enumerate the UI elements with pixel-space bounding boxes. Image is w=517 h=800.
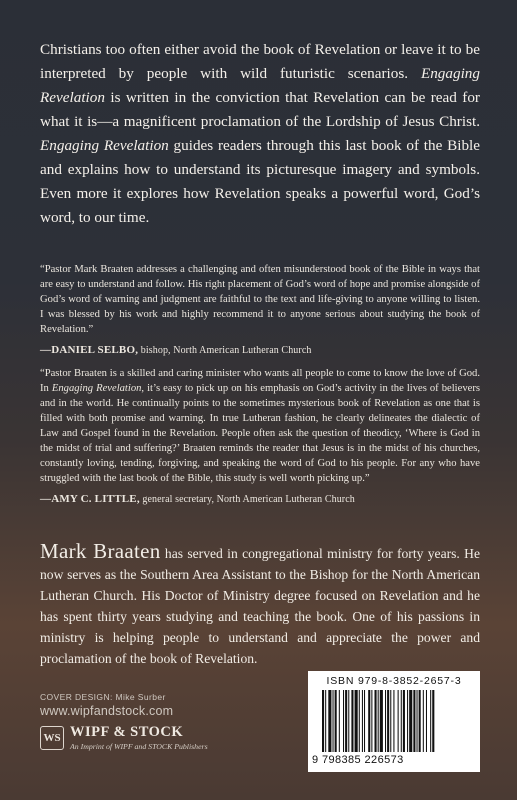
barcode-bar [371, 690, 372, 752]
endorsement-1-text: “Pastor Mark Braaten addresses a challenging and often misunderstood book of the Bible in ways that are easy to understand and follow. His right placement of God’s word of hope and promise alongside of God’s word of warning and judgment are faithful to the text and life-giving to anyone willing to listen. I was blessed by his work and highly recommend it to anyone serious about studying the book of Revelation.” [40, 264, 480, 335]
barcode-bar [335, 690, 337, 752]
endorsement-2-name: —AMY C. LITTLE, [40, 493, 140, 505]
author-bio [40, 541, 480, 669]
barcode-bar [345, 690, 347, 752]
barcode-bar [333, 690, 334, 752]
barcode-bar [423, 690, 424, 752]
barcode-bar [430, 690, 431, 752]
barcode-bar [378, 690, 379, 752]
blurb-text-1: Christians too often either avoid the book of Revelation or leave it to be interpreted by people with wild futuristic scenarios. [40, 41, 480, 82]
barcode-bar [322, 690, 324, 752]
endorsement-1-attribution [40, 343, 480, 358]
barcode-bar [419, 690, 421, 752]
barcode-bar [387, 690, 389, 752]
endorsement-2-role: general secretary, North American Lutheran Church [139, 494, 355, 505]
barcode-number: 9 798385 226573 [312, 754, 404, 766]
publisher-logo-icon: WS [40, 726, 64, 750]
barcode-bar [403, 690, 405, 752]
endorsement-1-role: bishop, North American Lutheran Church [138, 345, 312, 356]
barcode-bar [355, 690, 358, 752]
barcode-bar [348, 690, 349, 752]
back-cover-blurb [40, 38, 480, 230]
barcode-bar [362, 690, 363, 752]
endorsement-2-book-title: Engaging Revelation [51, 383, 142, 394]
barcode-bar [339, 690, 340, 752]
barcode-bar [398, 690, 399, 752]
barcode-bar [368, 690, 370, 752]
publisher-imprint: An Imprint of WIPF and STOCK Publishers [70, 742, 208, 751]
isbn-label: ISBN 979-8-3852-2657-3 [326, 675, 462, 687]
barcode-bars-icon [322, 690, 468, 754]
barcode-bar [417, 690, 418, 752]
blurb-book-title-1: Engaging Revelation [40, 65, 480, 106]
endorsement-2 [40, 366, 480, 507]
endorsement-2-attribution [40, 492, 480, 507]
blurb-text-2: is written in the conviction that Revelation can be read for what it is—a magnificent proclamation of the Lordship of Jesus Christ. [40, 89, 480, 130]
barcode-bar [385, 690, 386, 752]
barcode-bar [364, 690, 365, 752]
barcode-bar [409, 690, 412, 752]
barcode-bar [380, 690, 383, 752]
blurb-text-3: guides readers through this last book of the Bible and explains how to understand its picturesque imagery and symbols. Even more it explores how Revelation speaks a powerful word, God’s word, to our time. [40, 137, 481, 226]
publisher-name: WIPF & STOCK [70, 724, 184, 740]
endorsement-2-text-a: “Pastor Braaten is a skilled and caring minister who wants all people to come to know the love of God. In [40, 368, 480, 394]
endorsement-1-name: —DANIEL SELBO, [40, 344, 139, 356]
barcode-bar [413, 690, 415, 752]
barcode-bar [351, 690, 353, 752]
barcode-bar [375, 690, 377, 752]
barcode-bar [325, 690, 326, 752]
publisher-url: www.wipfandstock.com [40, 704, 174, 718]
publisher-logo [40, 724, 300, 751]
cover-design-credit: COVER DESIGN: Mike Surber [40, 692, 166, 702]
barcode-bar [432, 690, 434, 752]
endorsement-2-text [40, 366, 480, 486]
barcode-bar [393, 690, 394, 752]
isbn-barcode [308, 671, 480, 772]
author-name: Mark Braaten [40, 539, 161, 563]
author-bio-text: has served in congregational ministry for forty years. He now serves as the Southern Area Assistant to the Bishop for the North American Lutheran Church. His Doctor of Ministry degree focused on Revelation and he has spent thirty years studying and teaching the book. One of his passions in ministry is helping people to understand and appreciate the power and proclamation of the book of Revelation. [40, 546, 480, 666]
barcode-bar [407, 690, 408, 752]
endorsement-2-text-b: , it’s easy to pick up on his emphasis on God’s activity in the lives of believers and in the world. He continually points to the sometimes mysterious book of Revelation as one that is filled with both promise and warning. In true Lutheran fashion, he clearly delineates the dialectic of Law and Gospel found in the Revelation. People often ask the question of theodicy, ‘Where is God in the midst of trial and suffering?’ Braaten reminds the reader that Jesus is in the midst of his churches, constantly loving, tending, forgiving, and speaking the word of God to his people. For any who have struggled with the last book of the Bible, this study is well worth picking up.” [40, 383, 480, 484]
barcode-bar [343, 690, 344, 752]
publisher-credits [40, 692, 300, 751]
blurb-book-title-2: Engaging Revelation [40, 137, 169, 154]
barcode-bar [390, 690, 391, 752]
barcode-bar [328, 690, 331, 752]
barcode-bar [401, 690, 402, 752]
barcode-bar [359, 690, 360, 752]
barcode-bar [426, 690, 427, 752]
endorsement-1 [40, 262, 480, 358]
